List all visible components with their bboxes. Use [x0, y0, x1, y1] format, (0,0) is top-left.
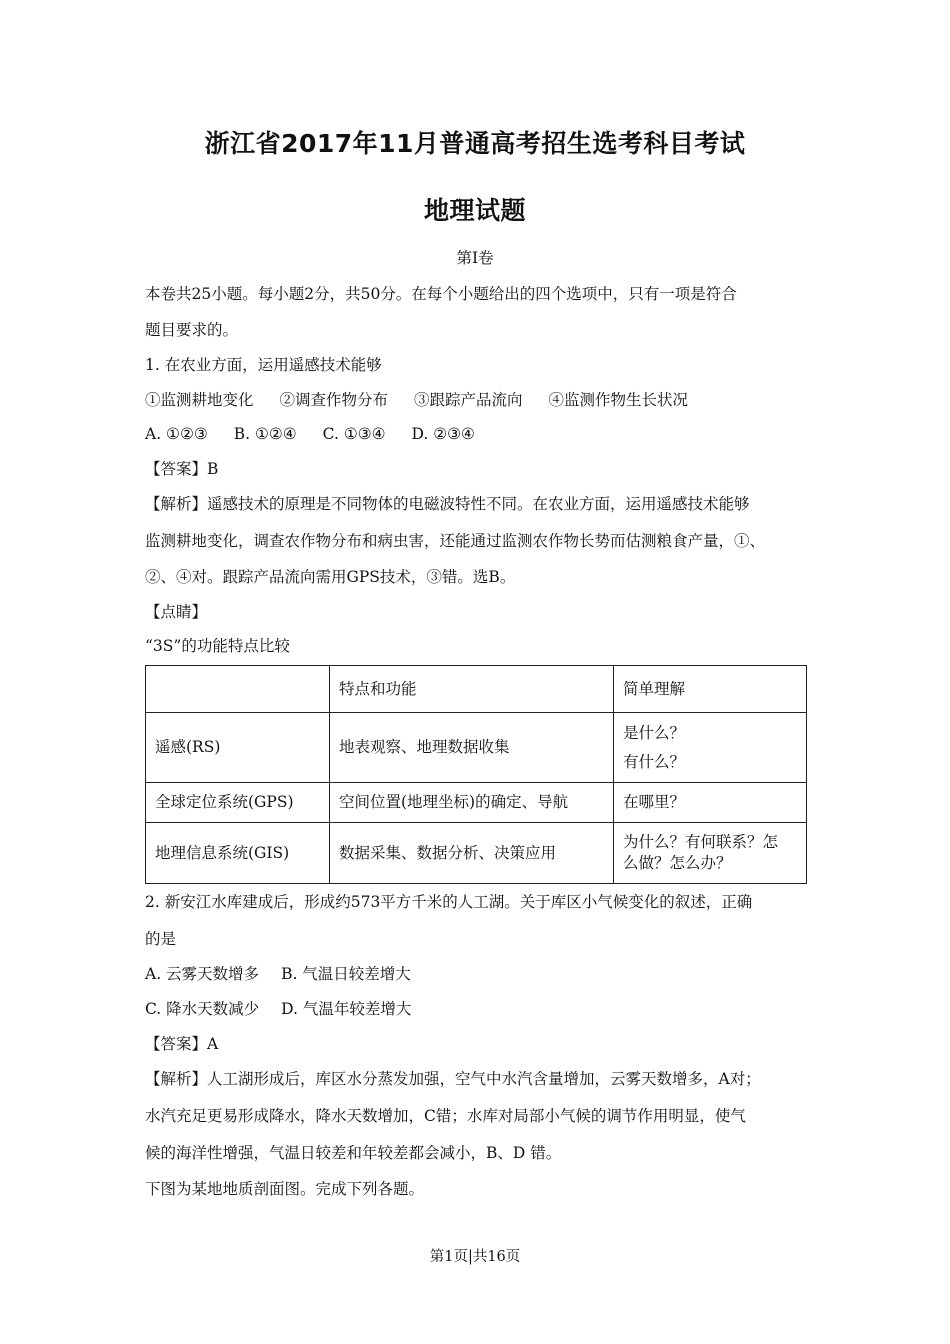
q1-answer: 【答案】B [145, 460, 219, 478]
q2-analysis-line-3: 候的海洋性增强，气温日较差和年较差都会减小，B、D 错。 [145, 1144, 562, 1162]
q1-items [145, 390, 815, 410]
table-cell-meaning-line: 是什么？ [623, 723, 686, 742]
intro-line-2: 题目要求的。 [145, 321, 239, 339]
q2-option-b: B. 气温日较差增大 [281, 965, 411, 983]
q2-option-c: C. 降水天数减少 [145, 1000, 260, 1018]
q1-item-1: ①监测耕地变化 [145, 391, 254, 409]
table-header-cell [146, 666, 330, 713]
q1-option-b: B. ①②④ [233, 425, 297, 443]
q1-analysis-line-3: ②、④对。跟踪产品流向需用GPS技术，③错。选B。 [145, 568, 516, 586]
q1-options [145, 424, 815, 444]
q2-options-row-2 [145, 999, 815, 1019]
table-cell-meaning [614, 823, 807, 884]
exam-subtitle: 地理试题 [423, 196, 526, 225]
q2-analysis-line-1: 【解析】人工湖形成后，库区水分蒸发加强，空气中水汽含量增加，云雾天数增多，A对； [145, 1070, 761, 1088]
q2-option-a: A. 云雾天数增多 [145, 965, 260, 983]
q1-option-a: A. ①②③ [145, 425, 208, 443]
table-row [146, 713, 807, 783]
table-header-cell: 简单理解 [614, 666, 807, 713]
table-cell-meaning-line: 为什么？有何联系？怎 [623, 833, 779, 851]
table-cell-meaning-line: 有什么？ [623, 752, 686, 771]
next-questions-intro: 下图为某地地质剖面图。完成下列各题。 [145, 1180, 425, 1198]
table-cell-meaning: 在哪里？ [614, 783, 807, 823]
table-cell-meaning [614, 713, 807, 783]
section-heading: 第Ⅰ卷 [456, 249, 494, 267]
table-cell-name: 遥感(RS) [146, 713, 330, 783]
exam-title: 浙江省2017年11月普通高考招生选考科目考试 [204, 129, 746, 158]
q1-option-d: D. ②③④ [411, 425, 475, 443]
q2-stem-line-1: 2. 新安江水库建成后，形成约573平方千米的人工湖。关于库区小气候变化的叙述，正确 [145, 893, 753, 911]
table-cell-name: 地理信息系统(GIS) [146, 823, 330, 884]
q2-answer: 【答案】A [145, 1035, 219, 1053]
table-cell-feature: 空间位置(地理坐标)的确定、导航 [330, 783, 614, 823]
table-cell-feature: 地表观察、地理数据收集 [330, 713, 614, 783]
q1-stem: 1. 在农业方面，运用遥感技术能够 [145, 356, 382, 374]
table-cell-meaning-line: 么做？怎么办？ [623, 854, 732, 872]
table-header-cell: 特点和功能 [330, 666, 614, 713]
q2-analysis-line-2: 水汽充足更易形成降水，降水天数增加，C错；水库对局部小气候的调节作用明显，使气 [145, 1107, 746, 1125]
table-row [146, 783, 807, 823]
table-cell-feature: 数据采集、数据分析、决策应用 [330, 823, 614, 884]
page-footer: 第1页|共16页 [429, 1249, 521, 1265]
q1-option-c: C. ①③④ [322, 425, 386, 443]
q2-stem-line-2: 的是 [145, 930, 177, 948]
q1-item-2: ②调查作物分布 [279, 391, 389, 409]
table-caption: “3S”的功能特点比较 [145, 637, 290, 655]
q1-analysis-line-1: 【解析】遥感技术的原理是不同物体的电磁波特性不同。在农业方面，运用遥感技术能够 [145, 495, 750, 513]
q2-options-row-1 [145, 964, 815, 984]
q1-item-4: ④监测作物生长状况 [548, 391, 689, 409]
q1-item-3: ③跟踪产品流向 [414, 391, 523, 409]
q1-analysis-line-2: 监测耕地变化，调查农作物分布和病虫害，还能通过监测农作物长势而估测粮食产量，①、 [145, 532, 766, 550]
intro-line-1: 本卷共25小题。每小题2分，共50分。在每个小题给出的四个选项中，只有一项是符合 [145, 285, 737, 303]
table-cell-name: 全球定位系统(GPS) [146, 783, 330, 823]
3s-comparison-table [145, 665, 807, 884]
table-row [146, 823, 807, 884]
table-header-row [146, 666, 807, 713]
q2-option-d: D. 气温年较差增大 [281, 1000, 412, 1018]
q1-tip-heading: 【点睛】 [145, 603, 208, 621]
